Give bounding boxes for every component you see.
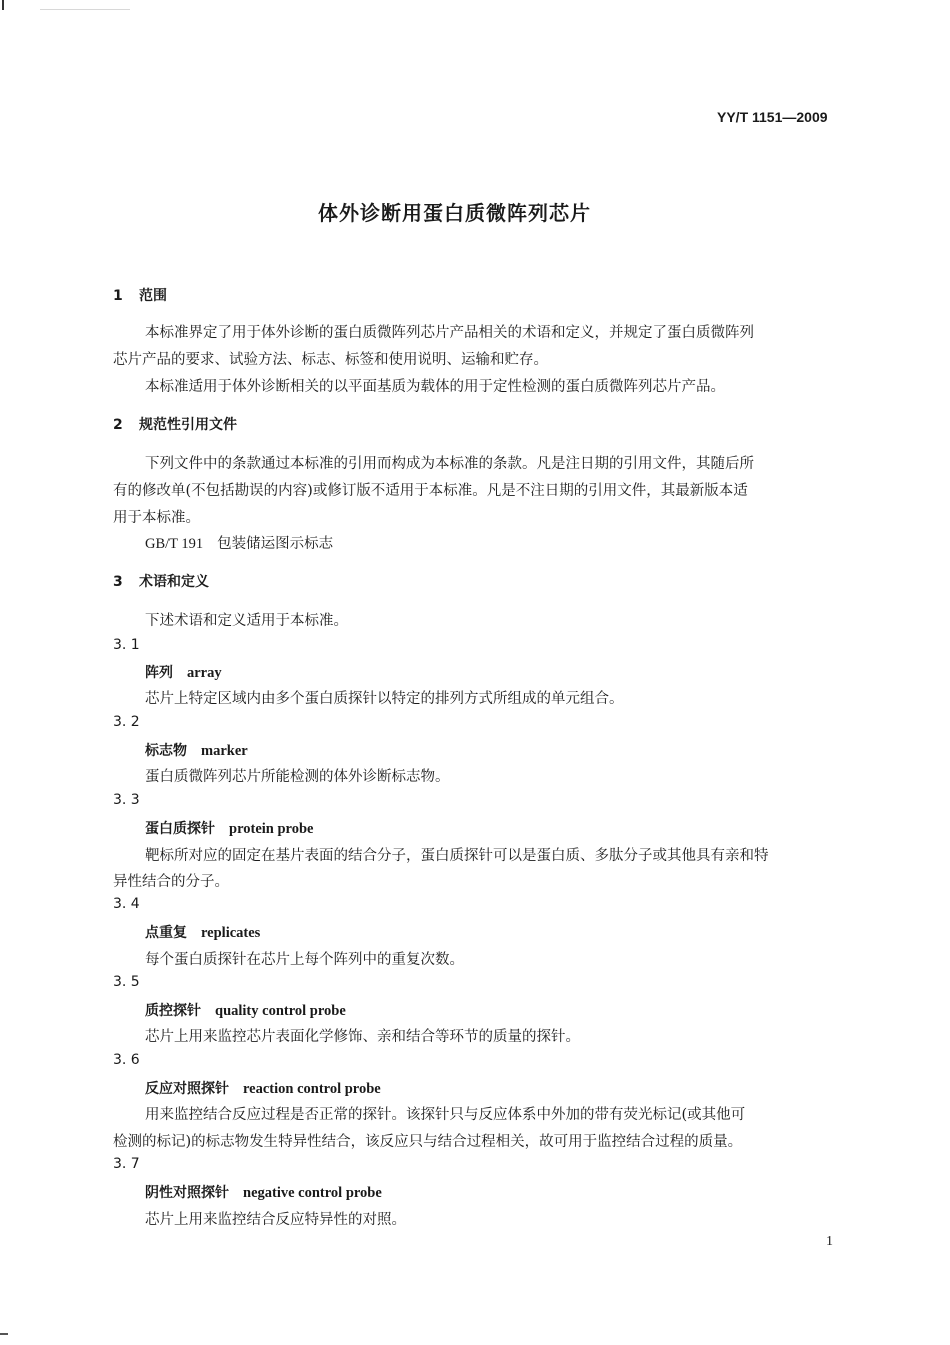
term-en: marker — [201, 743, 248, 759]
term-definition: 每个蛋白质探针在芯片上每个阵列中的重复次数。 — [145, 952, 464, 968]
term-en: array — [187, 665, 222, 681]
page-number: 1 — [826, 1234, 833, 1249]
term-zh: 点重复 — [145, 925, 187, 941]
term-en: reaction control probe — [243, 1081, 381, 1097]
section-number: 2 — [113, 417, 123, 433]
section-heading-normative-references — [113, 414, 237, 434]
term-heading — [145, 1182, 382, 1202]
term-number: 3. 3 — [113, 792, 140, 808]
term-definition: 检测的标记)的标志物发生特异性结合，该反应只与结合过程相关，故可用于监控结合过程的质量。 — [113, 1134, 743, 1150]
term-number: 3. 1 — [113, 637, 140, 653]
term-definition: 靶标所对应的固定在基片表面的结合分子，蛋白质探针可以是蛋白质、多肽分子或其他具有亲和特 — [145, 848, 769, 864]
term-heading — [145, 662, 222, 682]
term-heading — [145, 818, 313, 838]
term-en: negative control probe — [243, 1185, 382, 1201]
term-number: 3. 2 — [113, 714, 140, 730]
term-zh: 蛋白质探针 — [145, 821, 215, 837]
term-number: 3. 4 — [113, 896, 140, 912]
term-en: replicates — [201, 925, 261, 941]
term-zh: 阴性对照探针 — [145, 1185, 229, 1201]
reference-entry — [145, 532, 333, 553]
document-title: 体外诊断用蛋白质微阵列芯片 — [318, 201, 591, 225]
paragraph-line: 用于本标准。 — [113, 510, 200, 526]
term-number: 3. 6 — [113, 1052, 140, 1068]
term-definition: 用来监控结合反应过程是否正常的探针。该探针只与反应体系中外加的带有荧光标记(或其他可 — [145, 1107, 746, 1123]
term-en: quality control probe — [215, 1003, 346, 1019]
term-heading — [145, 922, 260, 942]
reference-title: 包装储运图示标志 — [217, 536, 334, 552]
scan-mark — [0, 1333, 8, 1335]
paragraph-line: 下述术语和定义适用于本标准。 — [145, 613, 348, 629]
section-number: 1 — [113, 288, 123, 304]
term-zh: 质控探针 — [145, 1003, 201, 1019]
term-zh: 阵列 — [145, 665, 173, 681]
section-title: 规范性引用文件 — [139, 417, 237, 433]
reference-code: GB/T 191 — [145, 536, 204, 552]
term-heading — [145, 740, 248, 760]
paragraph-line: 本标准界定了用于体外诊断的蛋白质微阵列芯片产品相关的术语和定义，并规定了蛋白质微阵列 — [145, 325, 754, 341]
term-zh: 反应对照探针 — [145, 1081, 229, 1097]
term-number: 3. 7 — [113, 1156, 140, 1172]
section-number: 3 — [113, 574, 123, 590]
scan-mark — [40, 9, 130, 10]
paragraph-line: 本标准适用于体外诊断相关的以平面基质为载体的用于定性检测的蛋白质微阵列芯片产品。 — [145, 379, 725, 395]
term-heading — [145, 1078, 381, 1098]
paragraph-line: 有的修改单(不包括勘误的内容)或修订版不适用于本标准。凡是不注日期的引用文件，其最新版本适 — [113, 483, 748, 499]
term-definition: 蛋白质微阵列芯片所能检测的体外诊断标志物。 — [145, 769, 450, 785]
paragraph-line: 芯片产品的要求、试验方法、标志、标签和使用说明、运输和贮存。 — [113, 352, 548, 368]
section-title: 术语和定义 — [139, 574, 209, 590]
section-heading-scope — [113, 285, 167, 305]
term-number: 3. 5 — [113, 974, 140, 990]
term-definition: 芯片上用来监控芯片表面化学修饰、亲和结合等环节的质量的探针。 — [145, 1029, 580, 1045]
term-definition: 芯片上用来监控结合反应特异性的对照。 — [145, 1212, 406, 1228]
section-title: 范围 — [139, 288, 167, 304]
term-heading — [145, 1000, 346, 1020]
section-heading-terms — [113, 571, 209, 591]
standard-number: YY/T 1151—2009 — [717, 109, 828, 125]
term-definition: 芯片上特定区域内由多个蛋白质探针以特定的排列方式所组成的单元组合。 — [145, 691, 624, 707]
term-zh: 标志物 — [145, 743, 187, 759]
term-definition: 异性结合的分子。 — [113, 874, 229, 890]
paragraph-line: 下列文件中的条款通过本标准的引用而构成为本标准的条款。凡是注日期的引用文件，其随后所 — [145, 456, 754, 472]
term-en: protein probe — [229, 821, 314, 837]
scan-mark — [2, 0, 4, 10]
